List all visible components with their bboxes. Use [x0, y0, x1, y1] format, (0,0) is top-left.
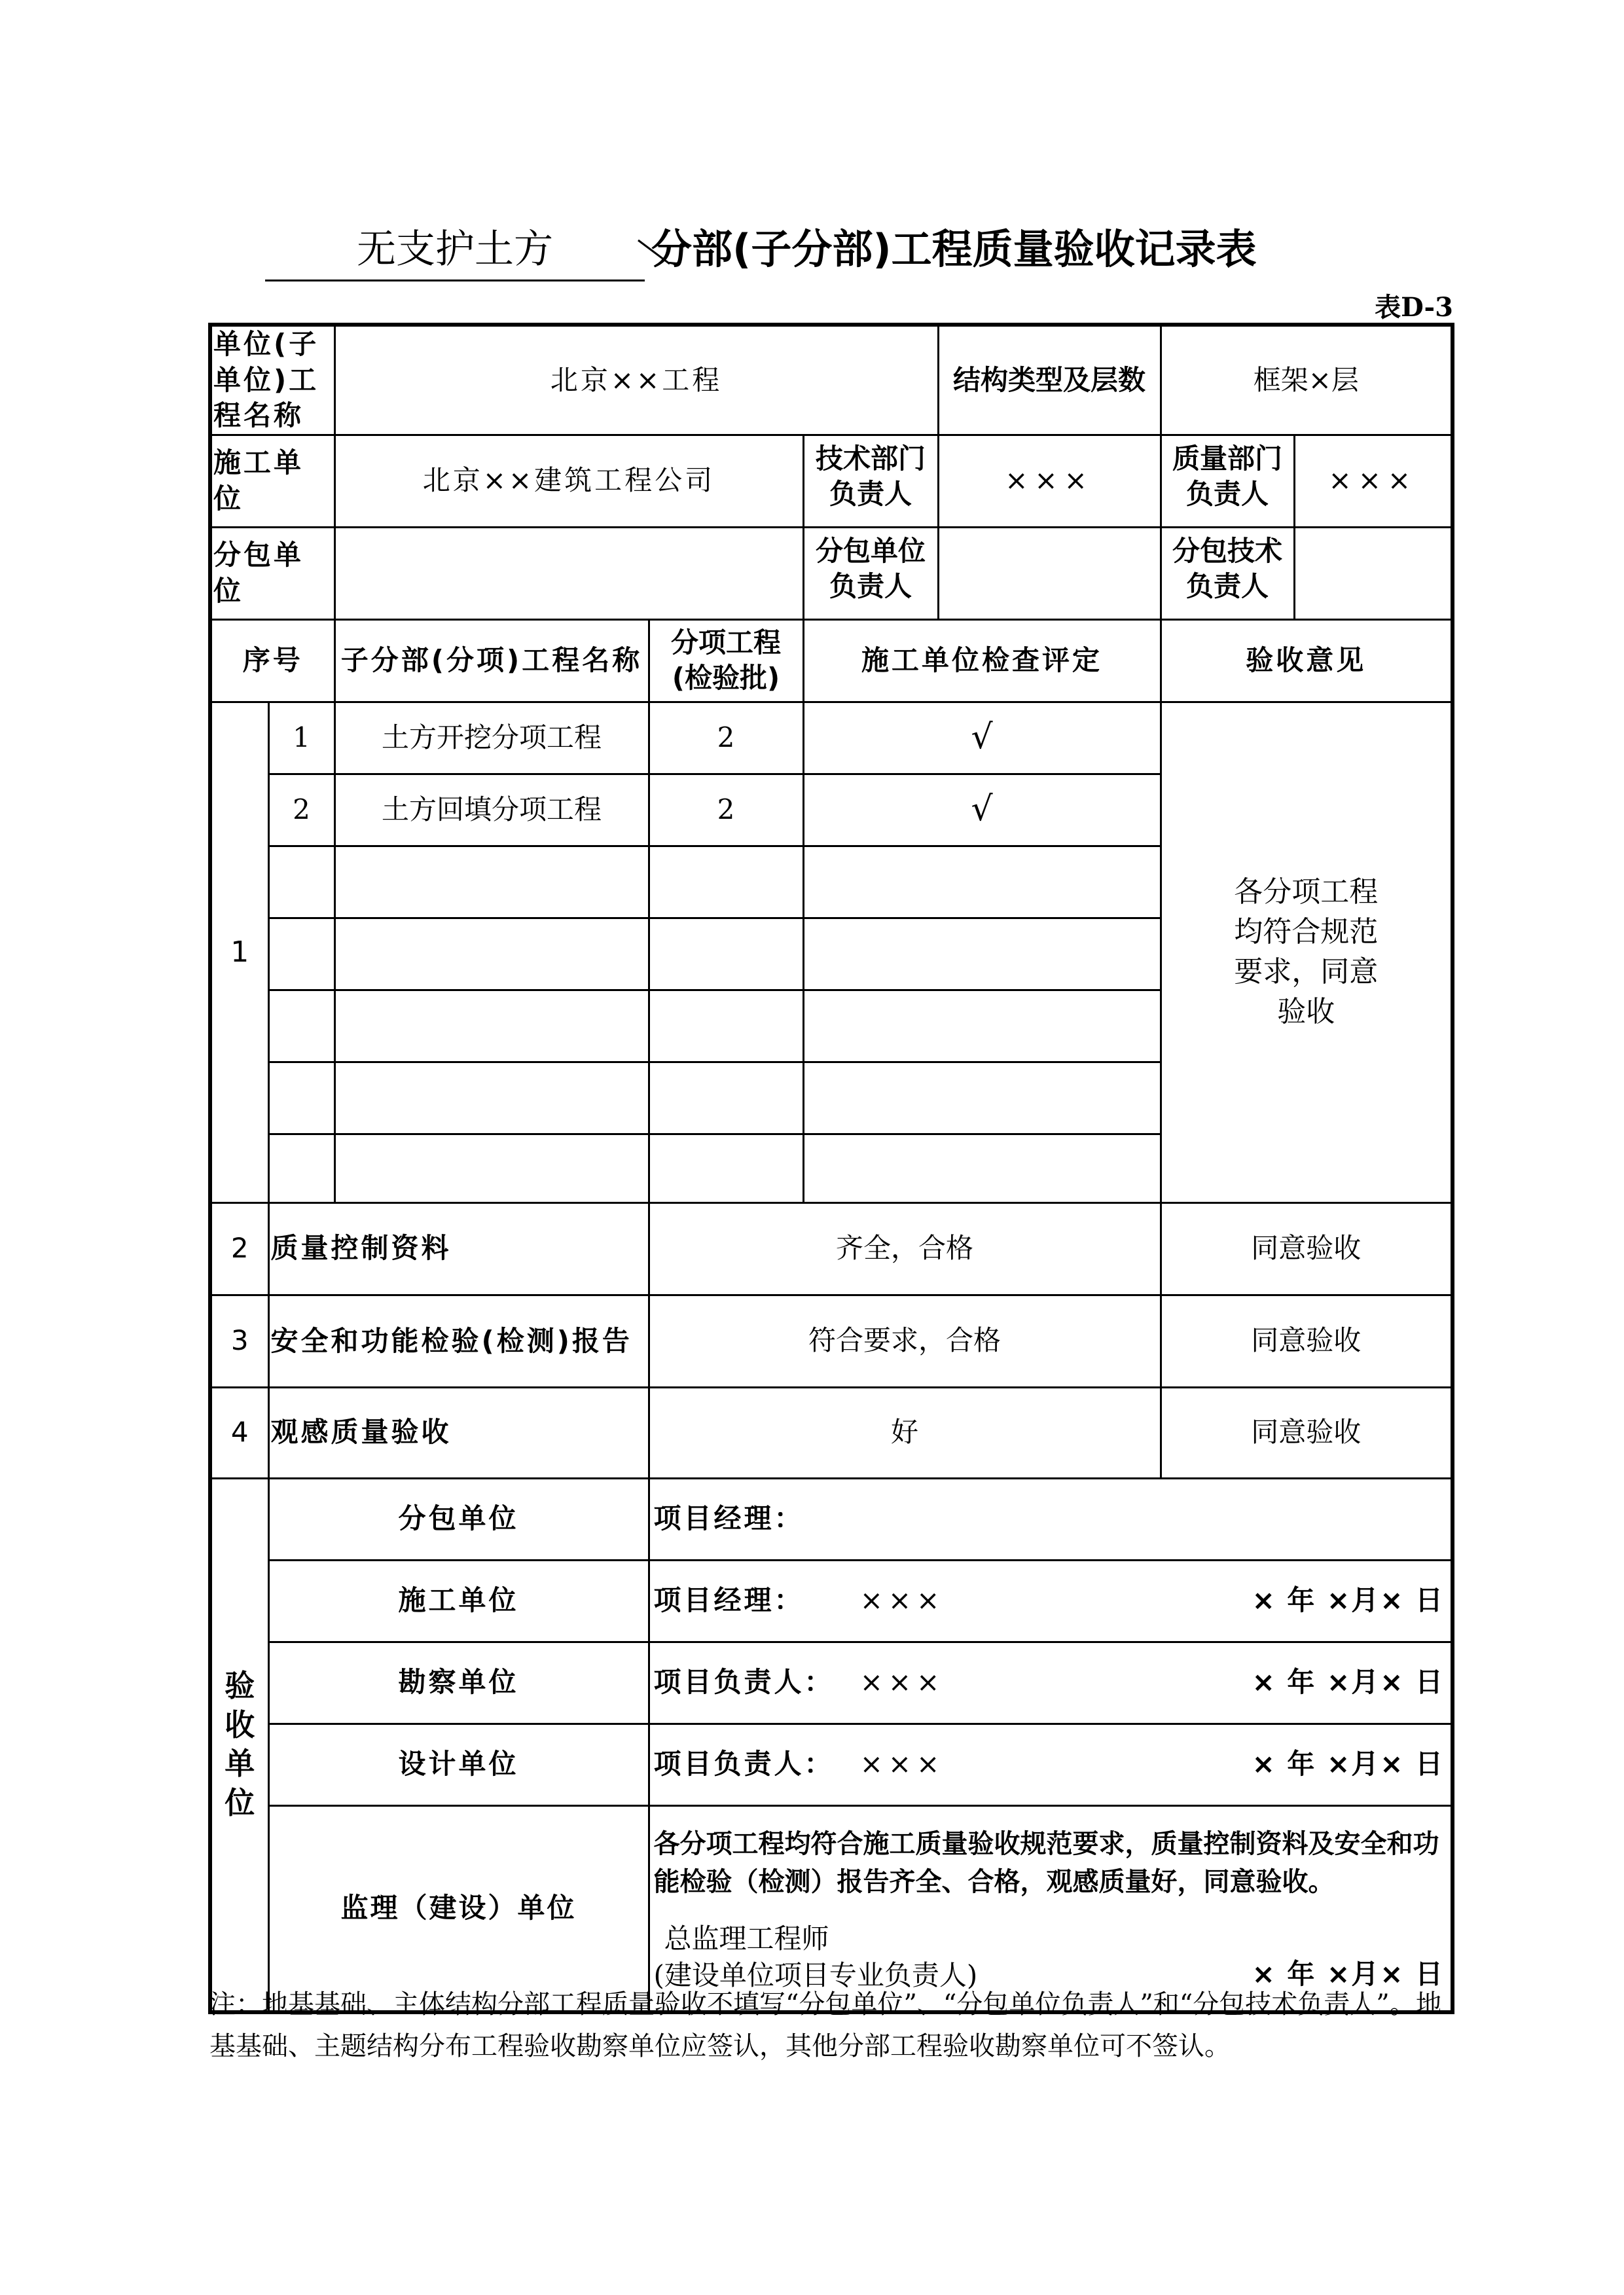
sub-tech-head-value[interactable] — [1294, 527, 1453, 619]
subitem-count[interactable] — [649, 1062, 803, 1134]
acceptance-row — [210, 1560, 1453, 1642]
structure-label: 结构类型及层数 — [938, 325, 1161, 435]
supervisor-signer-line2: (建设单位项目专业负责人) — [653, 1959, 978, 1992]
subitem-no — [268, 1062, 334, 1134]
form-code: 表D-3 — [1375, 292, 1453, 323]
subitem-name[interactable] — [334, 846, 649, 918]
subitem-check[interactable] — [803, 1062, 1161, 1134]
subitem-count[interactable]: 2 — [649, 702, 803, 774]
acceptance-role: 项目负责人： — [653, 1666, 835, 1699]
quality-head-label: 质量部门负责人 — [1172, 442, 1283, 511]
sub-tech-head-label: 分包技术负责人 — [1172, 534, 1283, 603]
acceptance-role: 项目负责人： — [653, 1748, 835, 1780]
header-opinion: 验收意见 — [1161, 619, 1453, 702]
section4-opinion[interactable]: 同意验收 — [1161, 1387, 1453, 1478]
subitem-count[interactable] — [649, 990, 803, 1062]
acceptance-role: 项目经理： — [653, 1502, 804, 1535]
subitem-no: 1 — [268, 702, 334, 774]
sub-unit-head-label: 分包单位负责人 — [816, 534, 926, 603]
acceptance-date[interactable]: × 年 ×月× 日 — [1252, 1584, 1445, 1617]
table-header-row — [210, 619, 1453, 702]
subitem-check[interactable]: √ — [803, 702, 1161, 774]
header-item-name: 子分部(分项)工程名称 — [334, 619, 649, 702]
tech-head-value[interactable]: ××× — [938, 435, 1161, 527]
form-title: 分部(子分部)工程质量验收记录表 — [651, 225, 1257, 273]
subitem-count[interactable] — [649, 846, 803, 918]
section3-seq: 3 — [210, 1295, 268, 1387]
section4-seq: 4 — [210, 1387, 268, 1478]
section4-row — [210, 1387, 1453, 1478]
acceptance-unit: 施工单位 — [268, 1560, 649, 1642]
footnote: 注：地基基础、主体结构分部工程质量验收不填写“分包单位”、“分包单位负责人”和“分包技术负责人”。地基基础、主题结构分布工程验收勘察单位应签认，其他分部工程验收勘察单位可不签认。 — [209, 1989, 1442, 2061]
subitem-name[interactable] — [334, 1134, 649, 1202]
info-row-project — [210, 325, 1453, 435]
acceptance-person[interactable]: ××× — [859, 1748, 945, 1780]
subitem-no — [268, 1134, 334, 1202]
acceptance-side-label: 验收单位 — [225, 1667, 255, 1821]
section4-result[interactable]: 好 — [649, 1387, 1161, 1478]
header-seq: 序号 — [210, 619, 334, 702]
acceptance-row — [210, 1724, 1453, 1805]
subitem-name[interactable] — [334, 990, 649, 1062]
info-row-subcontractor — [210, 527, 1453, 619]
acceptance-date[interactable]: × 年 ×月× 日 — [1252, 1666, 1445, 1699]
section3-result[interactable]: 符合要求，合格 — [649, 1295, 1161, 1387]
section2-result[interactable]: 齐全，合格 — [649, 1202, 1161, 1295]
subitem-count[interactable] — [649, 918, 803, 990]
subitem-check[interactable]: √ — [803, 774, 1161, 846]
supervisor-signer-line1: 总监理工程师 — [664, 1922, 829, 1955]
subitem-no: 2 — [268, 774, 334, 846]
supervisor-row — [210, 1805, 1453, 2012]
acceptance-role: 项目经理： — [653, 1584, 804, 1617]
section2-seq: 2 — [210, 1202, 268, 1295]
sub-unit-head-value[interactable] — [938, 527, 1161, 619]
quality-head-value[interactable]: ××× — [1294, 435, 1453, 527]
subcontractor-label: 分包单位 — [210, 527, 334, 619]
supervisor-unit: 监理（建设）单位 — [268, 1805, 649, 2012]
structure-value[interactable]: 框架×层 — [1161, 325, 1453, 435]
contractor-value[interactable]: 北京××建筑工程公司 — [334, 435, 803, 527]
subitem-name[interactable] — [334, 1062, 649, 1134]
form-title-block — [265, 219, 1365, 285]
tech-head-label: 技术部门负责人 — [816, 442, 926, 511]
contractor-label: 施工单位 — [210, 435, 334, 527]
table-row — [210, 702, 1453, 774]
subitem-name[interactable]: 土方开挖分项工程 — [334, 702, 649, 774]
subitem-check[interactable] — [803, 1134, 1161, 1202]
section1-opinion[interactable]: 各分项工程均符合规范要求，同意验收 — [1161, 702, 1453, 1202]
subcontractor-value[interactable] — [334, 527, 803, 619]
subdivision-name-field[interactable]: 无支护土方 — [265, 219, 645, 281]
acceptance-row — [210, 1642, 1453, 1724]
section1-seq: 1 — [210, 702, 268, 1202]
subitem-count[interactable]: 2 — [649, 774, 803, 846]
acceptance-person[interactable]: ××× — [859, 1584, 945, 1617]
header-batches: 分项工程(检验批) — [649, 619, 803, 702]
subitem-check[interactable] — [803, 918, 1161, 990]
section3-row — [210, 1295, 1453, 1387]
header-self-check: 施工单位检查评定 — [803, 619, 1161, 702]
section2-opinion[interactable]: 同意验收 — [1161, 1202, 1453, 1295]
supervisor-date[interactable]: × 年 ×月× 日 — [1252, 1957, 1445, 1990]
subitem-name[interactable] — [334, 918, 649, 990]
unit-project-label: 单位(子单位)工程名称 — [210, 325, 334, 435]
section2-row — [210, 1202, 1453, 1295]
subitem-name[interactable]: 土方回填分项工程 — [334, 774, 649, 846]
section3-label: 安全和功能检验(检测)报告 — [268, 1295, 649, 1387]
subitem-no — [268, 918, 334, 990]
subitem-count[interactable] — [649, 1134, 803, 1202]
section3-opinion[interactable]: 同意验收 — [1161, 1295, 1453, 1387]
section4-label: 观感质量验收 — [268, 1387, 649, 1478]
acceptance-unit: 设计单位 — [268, 1724, 649, 1805]
acceptance-form-table — [208, 323, 1454, 2014]
info-row-contractor — [210, 435, 1453, 527]
subitem-no — [268, 846, 334, 918]
unit-project-value[interactable]: 北京××工程 — [334, 325, 938, 435]
section2-label: 质量控制资料 — [268, 1202, 649, 1295]
acceptance-unit: 勘察单位 — [268, 1642, 649, 1724]
subitem-check[interactable] — [803, 846, 1161, 918]
acceptance-date[interactable]: × 年 ×月× 日 — [1252, 1748, 1445, 1780]
supervisor-opinion[interactable]: 各分项工程均符合施工质量验收规范要求，质量控制资料及安全和功能检验（检测）报告齐全、合格，观感质量好，同意验收。 — [653, 1828, 1439, 1897]
acceptance-person[interactable]: ××× — [859, 1666, 945, 1699]
subitem-no — [268, 990, 334, 1062]
acceptance-unit: 分包单位 — [268, 1478, 649, 1560]
acceptance-row — [210, 1478, 1453, 1560]
subitem-check[interactable] — [803, 990, 1161, 1062]
